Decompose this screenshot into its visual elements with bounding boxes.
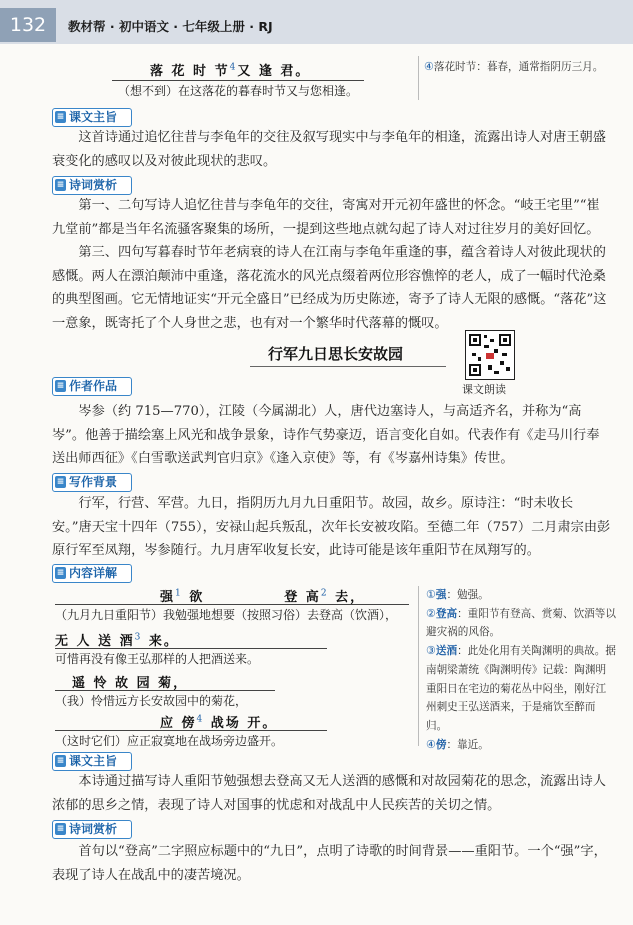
verse-underline xyxy=(55,604,409,605)
poem1-last-line: 落 花 时 节$^4$又 逢 君。 xyxy=(150,62,311,79)
verse-line-4-translation: （这时它们）应正寂寞地在战场旁边盛开。 xyxy=(55,734,284,748)
note-3: ③送酒：此处化用有关陶渊明的典故。据南朝梁萧统《陶渊明传》记载：陶渊明重阳日在宅边的菊花丛中闷坐，刚好江州刺史王弘送酒来，于是痛饮至醉而归。 xyxy=(426,644,616,732)
verse-underline xyxy=(112,80,364,81)
verse-underline xyxy=(55,690,275,691)
section-icon: ≡ xyxy=(56,477,65,487)
poem1-analysis-para-1: 第一、二句写诗人追忆往昔与李龟年的交往，寄寓对开元初年盛世的怀念。“岐王宅里”“崔九堂前”都是当年名流骚客聚集的场所，一提到这些地点就勾起了诗人对过往岁月的美好回忆。 xyxy=(52,198,600,237)
verse-line-2: 无 人 送 酒$^3$ 来。 xyxy=(55,632,179,649)
page-number: 132 xyxy=(0,8,56,42)
section-heading-theme: ≡ 课文主旨 xyxy=(52,108,132,127)
section-heading-analysis-2: ≡ 诗词赏析 xyxy=(52,820,132,839)
section-icon: ≡ xyxy=(56,381,65,391)
title-underline xyxy=(250,366,446,367)
verse-line-2-translation: 可惜再没有像王弘那样的人把酒送来。 xyxy=(55,652,260,666)
note-2: ②登高：重阳节有登高、赏菊、饮酒等以避灾祸的风俗。 xyxy=(426,606,616,639)
poem2-analysis-text: 首句以“登高”二字照应标题中的“九日”，点明了诗歌的时间背景——重阳节。一个“强”字，表现了诗人在战乱中的凄苦境况。 xyxy=(52,844,607,883)
poem1-analysis-para-2: 第三、四句写暮春时节年老病衰的诗人在江南与李龟年重逢的事，蕴含着诗人对彼此现状的感慨。两人在漂泊颠沛中重逢，落花流水的风光点缀着两位形容憔悴的老人，成了一幅时代沧桑的典型图画。它无情地证实“开元全盛日”已经成为历史陈迹，寄予了诗人无限的感慨。“落花”这一意象，既寄托了个人身世之悲，也有对一个繁华时代落幕的慨叹。 xyxy=(52,245,607,331)
verse-line-1: 强$^1$ 欲 登 高$^2$ 去， xyxy=(160,588,366,605)
note-divider xyxy=(418,586,419,746)
section-heading-author: ≡ 作者作品 xyxy=(52,377,132,396)
verse-line-4: 应 傍$^4$ 战场 开。 xyxy=(160,714,278,731)
section-icon: ≡ xyxy=(56,568,65,578)
verse-line-3: 遥 怜 故 园 菊， xyxy=(72,676,189,691)
poem2-notes xyxy=(426,586,616,754)
poem1-theme-text: 这首诗通过追忆往昔与李龟年的交往及叙写现实中与李龟年的相逢，流露出诗人对唐王朝盛衰变化的感叹以及对彼此现状的悲叹。 xyxy=(52,130,606,169)
poem2-theme-text: 本诗通过描写诗人重阳节勉强想去登高又无人送酒的感慨和对故园菊花的思念，流露出诗人浓郁的思乡之情，表现了诗人对国事的忧虑和对战乱中人民疾苦的关切之情。 xyxy=(52,774,606,813)
qr-code-icon[interactable] xyxy=(465,330,515,380)
section-heading-background: ≡ 写作背景 xyxy=(52,473,132,492)
section-icon: ≡ xyxy=(56,180,65,190)
verse-line-1-translation: （九月九日重阳节）我勉强地想要（按照习俗）去登高（饮酒）， xyxy=(55,608,398,622)
poem1-last-line-translation: （想不到）在这落花的暮春时节又与您相逢。 xyxy=(118,84,359,98)
note-divider xyxy=(418,56,419,100)
verse-line-3-translation: （我）怜惜远方长安故园中的菊花， xyxy=(55,694,248,708)
poem2-title: 行军九日思长安故园 xyxy=(268,345,404,363)
note-4: ④傍：靠近。 xyxy=(426,737,489,751)
note-1: ①强：勉强。 xyxy=(426,588,489,601)
page-header xyxy=(0,0,633,44)
section-icon: ≡ xyxy=(56,112,65,122)
verse-underline xyxy=(55,730,327,731)
qr-caption: 课文朗读 xyxy=(462,383,506,396)
section-heading-analysis: ≡ 诗词赏析 xyxy=(52,176,132,195)
book-title: 教材帮 · 初中语文 · 七年级上册 · RJ xyxy=(68,19,273,34)
author-text: 岑参（约 715—770），江陵（今属湖北）人，唐代边塞诗人，与高适齐名，并称为“高岑”。他善于描绘塞上风光和战争景象，诗作气势豪迈，语言变化自如。代表作有《走马川行奉送出师西征》《白雪歌送武判官归京》《逢入京使》等，有《岑嘉州诗集》传世。 xyxy=(52,404,600,466)
section-icon: ≡ xyxy=(56,824,65,834)
background-text: 行军，行营、军营。九日，指阴历九月九日重阳节。故园，故乡。原诗注：“时未收长安。”唐天宝十四年（755），安禄山起兵叛乱，次年长安被攻陷。至德二年（757）二月肃宗由彭原行军至凤翔，岑参随行。九月唐军收复长安，此诗可能是该年重阳节在凤翔写的。 xyxy=(52,496,611,558)
poem1-note-4: ④落花时节：暮春，通常指阴历三月。 xyxy=(424,60,604,73)
verse-underline xyxy=(55,648,327,649)
section-heading-content: ≡ 内容详解 xyxy=(52,564,132,583)
section-icon: ≡ xyxy=(56,756,65,766)
section-heading-theme-2: ≡ 课文主旨 xyxy=(52,752,132,771)
